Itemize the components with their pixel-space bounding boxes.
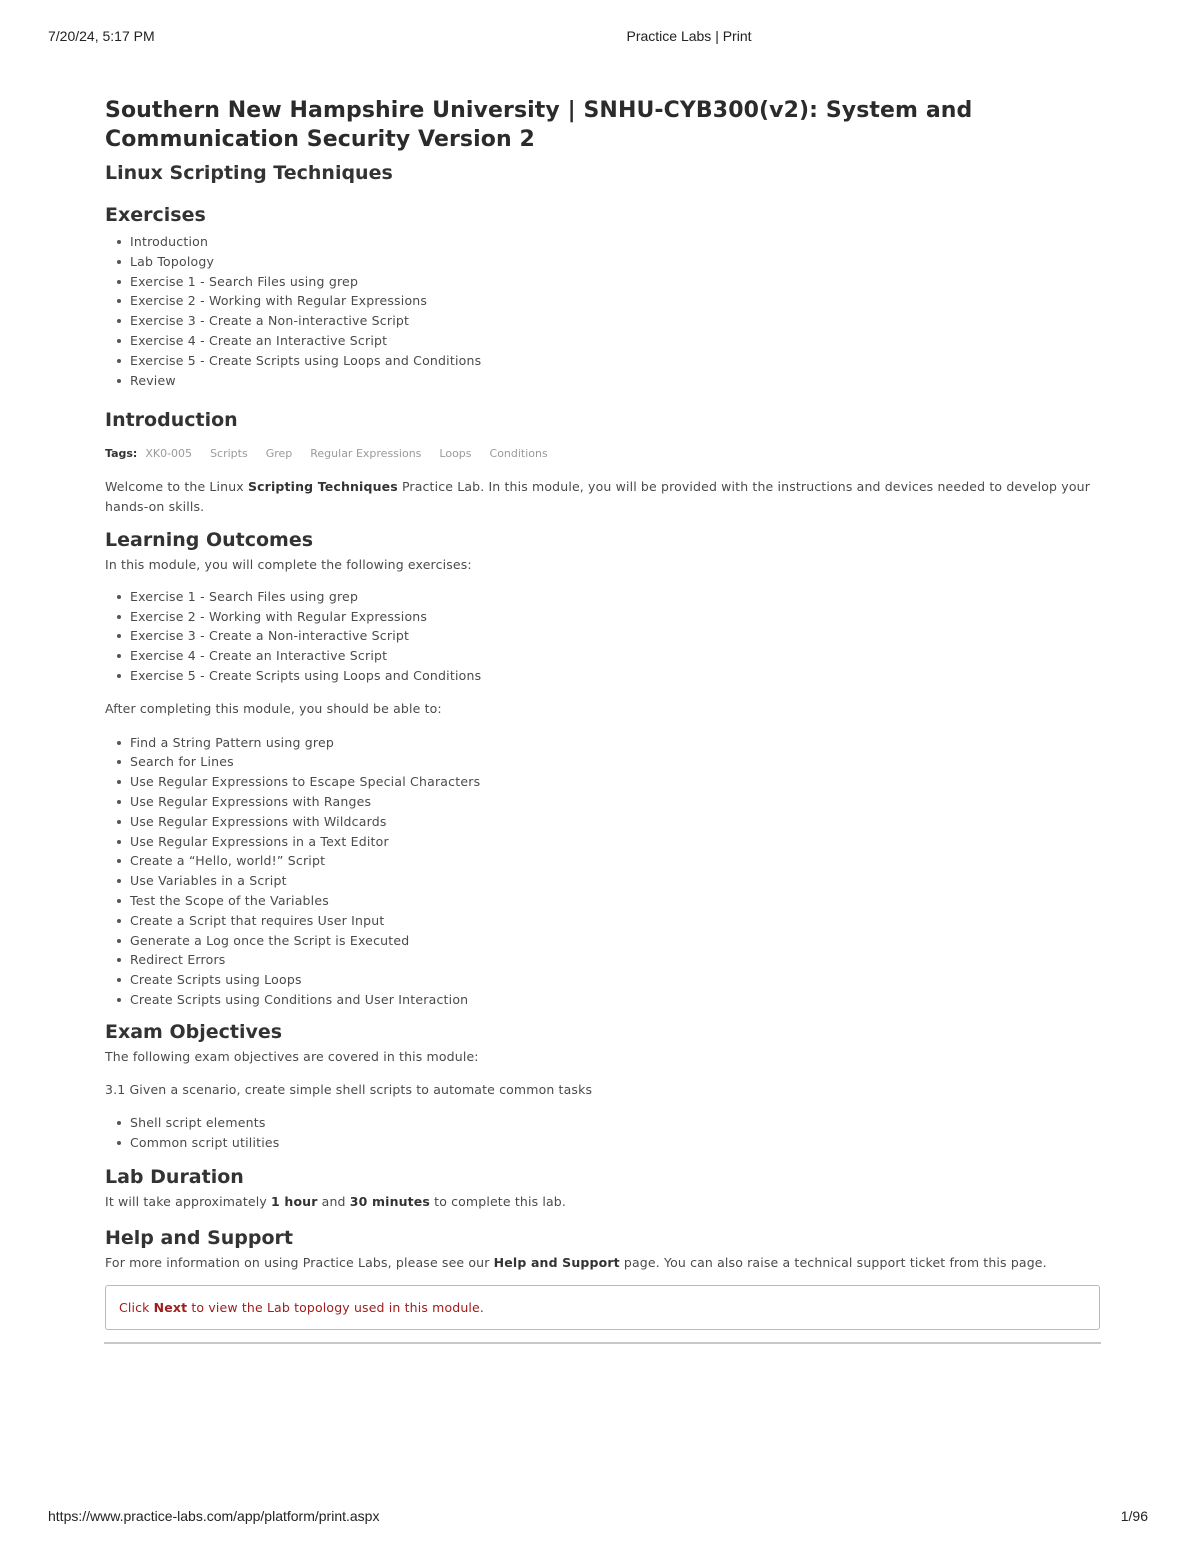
skill-item: Use Regular Expressions in a Text Editor: [130, 832, 1100, 852]
skill-item: Use Regular Expressions to Escape Special Characters: [130, 772, 1100, 792]
after-completing-intro: After completing this module, you should be able to:: [105, 700, 442, 716]
exam-objectives-heading: Exam Objectives: [105, 1020, 283, 1043]
welcome-lab-name: Scripting Techniques: [247, 479, 398, 495]
skill-item: Create Scripts using Conditions and User Interaction: [130, 990, 1100, 1010]
tag[interactable]: Scripts: [210, 447, 248, 461]
alert-text: Click: [119, 1300, 154, 1316]
skill-item: Use Regular Expressions with Wildcards: [130, 812, 1100, 832]
help-support-link[interactable]: Help and Support: [493, 1254, 620, 1270]
skill-item: Search for Lines: [130, 752, 1100, 772]
exercise-list-item[interactable]: Exercise 3 - Create a Non-interactive Script: [130, 311, 1100, 331]
objective-items-list: [105, 1113, 1100, 1153]
duration-text: It will take approximately: [105, 1193, 272, 1209]
print-header: [0, 28, 1200, 48]
print-datetime: 7/20/24, 5:17 PM: [48, 28, 155, 44]
exercise-list-item[interactable]: Exercise 1 - Search Files using grep: [130, 272, 1100, 292]
skill-item: Redirect Errors: [130, 950, 1100, 970]
skill-item: Test the Scope of the Variables: [130, 891, 1100, 911]
tag[interactable]: Loops: [439, 447, 472, 461]
outcome-exercise-item: Exercise 3 - Create a Non-interactive Script: [130, 626, 1100, 646]
outcome-exercise-item: Exercise 1 - Search Files using grep: [130, 587, 1100, 607]
tags-row: [105, 447, 1100, 460]
print-url: https://www.practice-labs.com/app/platform/print.aspx: [48, 1508, 380, 1524]
skill-item: Create a “Hello, world!” Script: [130, 851, 1100, 871]
objective-item: Shell script elements: [130, 1113, 1100, 1133]
duration-hours: 1 hour: [271, 1193, 318, 1209]
tag[interactable]: XK0-005: [145, 447, 193, 461]
help-support-text: [105, 1253, 1100, 1273]
course-title: Southern New Hampshire University | SNHU-CYB300(v2): System and Communication Security Version 2: [105, 98, 973, 152]
exam-objectives-intro: The following exam objectives are covered in this module:: [105, 1048, 479, 1064]
exam-objective: 3.1 Given a scenario, create simple shell scripts to automate common tasks: [105, 1081, 593, 1097]
alert-next-keyword: Next: [153, 1300, 188, 1316]
tag[interactable]: Conditions: [489, 447, 548, 461]
lab-duration-text: [105, 1192, 1100, 1212]
tag[interactable]: Regular Expressions: [310, 447, 422, 461]
exercises-list: [105, 232, 1100, 390]
print-page-number: 1/96: [1120, 1508, 1148, 1524]
print-page-title: Practice Labs | Print: [626, 28, 752, 44]
print-footer: [0, 1508, 1200, 1528]
exercises-heading: Exercises: [105, 204, 206, 226]
exercise-list-item[interactable]: Introduction: [130, 232, 1100, 252]
skill-item: Create a Script that requires User Input: [130, 911, 1100, 931]
welcome-paragraph: [105, 477, 1100, 517]
skill-item: Create Scripts using Loops: [130, 970, 1100, 990]
lab-content: [105, 96, 1100, 1344]
exercise-list-item[interactable]: Lab Topology: [130, 252, 1100, 272]
objective-item: Common script utilities: [130, 1133, 1100, 1153]
outcome-exercise-item: Exercise 5 - Create Scripts using Loops and Conditions: [130, 666, 1100, 686]
introduction-heading: Introduction: [105, 409, 238, 432]
help-support-heading: Help and Support: [105, 1226, 293, 1249]
skill-item: Find a String Pattern using grep: [130, 733, 1100, 753]
outcome-exercise-item: Exercise 4 - Create an Interactive Script: [130, 646, 1100, 666]
help-text-end: page. You can also raise a technical support ticket from this page.: [619, 1254, 1047, 1270]
skill-item: Generate a Log once the Script is Executed: [130, 931, 1100, 951]
lab-title: Linux Scripting Techniques: [105, 162, 393, 184]
welcome-text: Welcome to the Linux: [105, 479, 248, 495]
skills-list: [105, 733, 1100, 1010]
exercise-list-item[interactable]: Exercise 5 - Create Scripts using Loops and Conditions: [130, 351, 1100, 371]
next-alert: [105, 1285, 1100, 1330]
outcome-exercises-list: [105, 587, 1100, 686]
learning-outcomes-intro: In this module, you will complete the following exercises:: [105, 556, 472, 572]
duration-minutes: 30 minutes: [349, 1193, 431, 1209]
exercise-list-item[interactable]: Exercise 2 - Working with Regular Expressions: [130, 291, 1100, 311]
duration-and: and: [317, 1193, 350, 1209]
learning-outcomes-heading: Learning Outcomes: [105, 528, 314, 551]
exercise-list-item[interactable]: Exercise 4 - Create an Interactive Script: [130, 331, 1100, 351]
tag[interactable]: Grep: [265, 447, 293, 461]
alert-text-end: to view the Lab topology used in this module.: [187, 1300, 484, 1316]
outcome-exercise-item: Exercise 2 - Working with Regular Expressions: [130, 607, 1100, 627]
exercise-list-item[interactable]: Review: [130, 371, 1100, 391]
skill-item: Use Variables in a Script: [130, 871, 1100, 891]
lab-duration-heading: Lab Duration: [105, 1165, 244, 1188]
help-text: For more information on using Practice Labs, please see our: [105, 1254, 494, 1270]
duration-text-end: to complete this lab.: [430, 1193, 566, 1209]
welcome-text-rest: Practice Lab. In this module, you will be provided with the instructions and devices needed to develop your hands-on skills.: [105, 479, 1090, 515]
tags-label: Tags:: [105, 447, 138, 461]
skill-item: Use Regular Expressions with Ranges: [130, 792, 1100, 812]
section-divider: [104, 1342, 1101, 1344]
